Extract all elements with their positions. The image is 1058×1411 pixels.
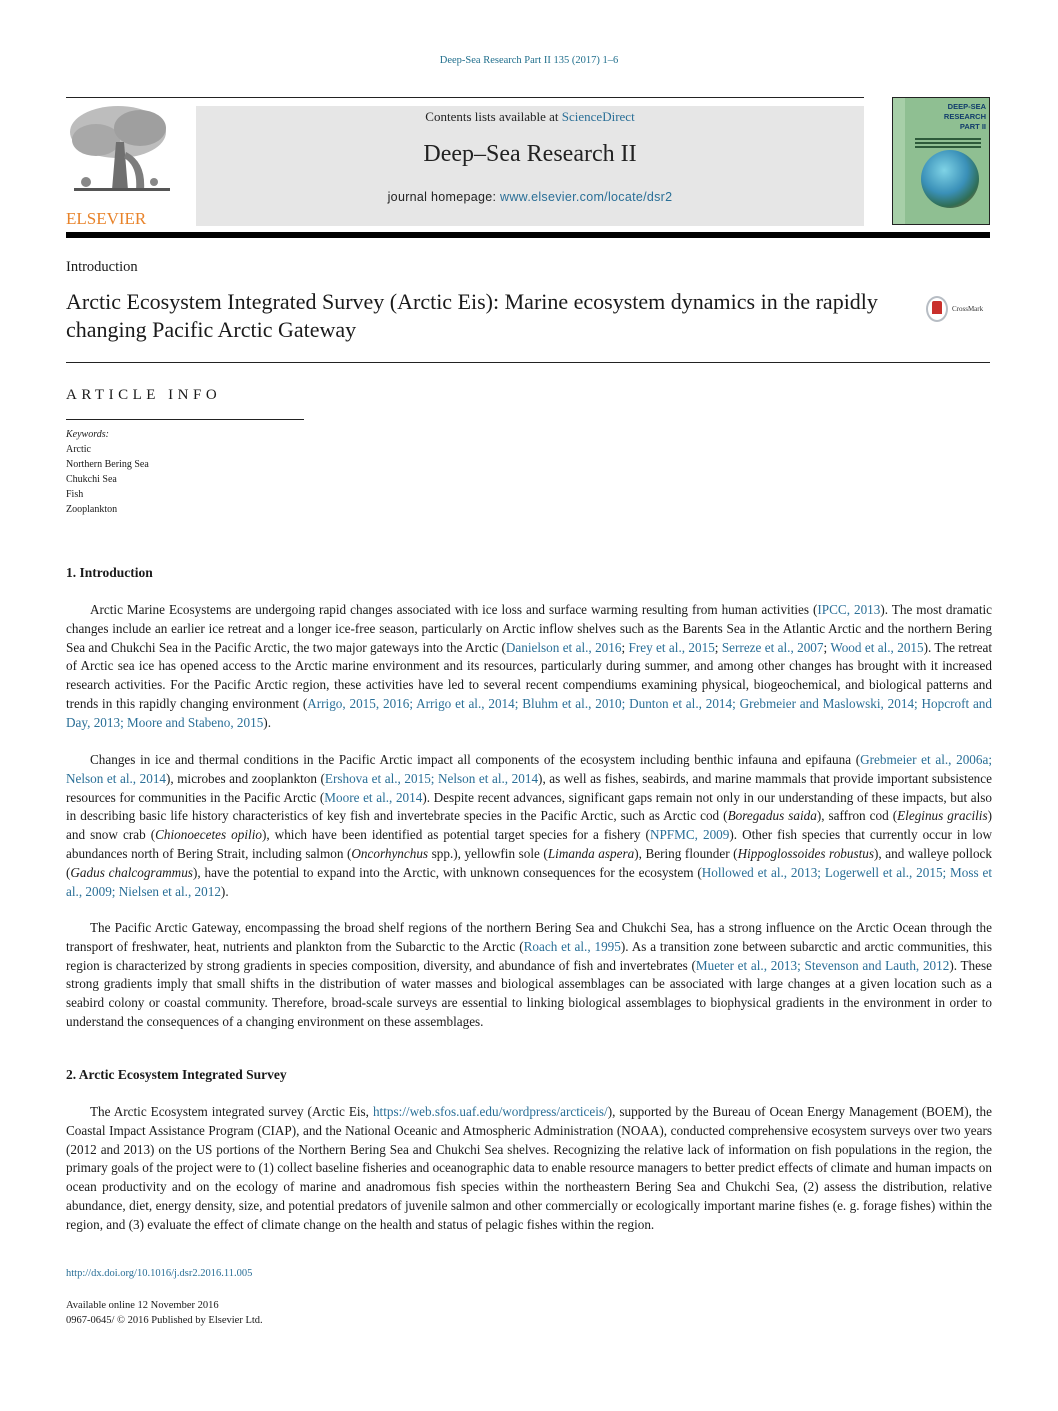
citation-link[interactable]: Grebmeier et al., 2006a; Nelson et al., 2014 [66, 752, 992, 786]
section-heading-introduction: 1. Introduction [66, 565, 153, 580]
article-info-heading: ARTICLE INFO [66, 387, 222, 403]
crossmark-icon [926, 296, 948, 322]
body-text: ). [263, 714, 271, 730]
body-text: ), and walleye pollock ( [66, 845, 992, 880]
species-name: Boregadus saida [727, 808, 817, 824]
body-text: ). These strong gradients imply that small shifts in the distribution of water masses and biological assemblages can be associated with large changes at a given location such as a seabird colony or coastal community. Therefore, broad-scale surveys are essential to linking biological assemblages to biophysical gradients in the environment in order to understand the consequences of a changing environment on these assemblages. [66, 957, 992, 1029]
elsevier-logo[interactable] [66, 102, 176, 228]
doi-link[interactable]: http://dx.doi.org/10.1016/j.dsr2.2016.11.005 [66, 1268, 253, 1279]
paragraph [66, 1103, 992, 1235]
keywords-label: Keywords: [66, 429, 109, 440]
body-text: ). The most dramatic changes include an earlier ice retreat and a longer ice-free season, particularly on Arctic inflow shelves such as the Barents Sea in the Atlantic Arctic and the northern Bering Sea and Chukchi Sea in the Pacific Arctic, the two major gateways into the Arctic ( [66, 602, 993, 655]
cover-side-panel [893, 98, 905, 224]
citation-link[interactable]: IPCC, 2013 [817, 602, 881, 617]
species-name: Eleginus gracilis [897, 808, 988, 824]
species-name: Oncorhynchus [351, 845, 429, 861]
cover-heading [905, 102, 986, 132]
keyword: Fish [66, 489, 84, 500]
species-name: Hippoglossoides robustus [737, 845, 874, 861]
citation-link[interactable]: Serreze et al., 2007 [721, 639, 824, 655]
keywords-list [66, 427, 149, 517]
article-title: Arctic Ecosystem Integrated Survey (Arctic Eis): Marine ecosystem dynamics in the rapidly changing Pacific Arctic Gateway [66, 289, 878, 342]
homepage-line [196, 190, 864, 204]
cover-title-line2: PART II [959, 122, 986, 131]
sciencedirect-link[interactable]: ScienceDirect [561, 109, 635, 124]
top-rule [66, 97, 864, 98]
citation-link[interactable]: Frey et al., 2015 [628, 639, 715, 655]
article-type: Introduction [66, 259, 138, 275]
title-rule [66, 362, 990, 363]
body-text: ). Despite recent advances, significant gaps remain not only in our understanding of these impacts, but also in describing basic life history characteristics of key fish and invertebrate species in the Pacific Arctic, such as Arctic cod ( [66, 789, 992, 824]
citation-link[interactable]: Mueter et al., 2013; Stevenson and Lauth, 2012 [695, 957, 950, 973]
cover-globe-illustration [921, 150, 979, 208]
keyword: Chukchi Sea [66, 474, 117, 485]
contents-prefix: Contents lists available at [425, 109, 562, 124]
homepage-link[interactable]: www.elsevier.com/locate/dsr2 [500, 190, 673, 204]
journal-cover-image[interactable] [892, 97, 990, 225]
body-text: ), have the potential to expand into the Arctic, with unknown consequences for the ecosystem ( [192, 864, 702, 880]
body-text: ), Bering flounder ( [634, 845, 738, 861]
copyright: 0967-0645/ © 2016 Published by Elsevier Ltd. [66, 1315, 263, 1326]
citation-link[interactable]: https://web.sfos.uaf.edu/wordpress/arcticeis/ [372, 1104, 608, 1119]
journal-banner [196, 106, 864, 226]
keyword: Arctic [66, 444, 91, 455]
header-thick-rule [66, 232, 990, 238]
body-text: ; [714, 639, 722, 655]
body-text: spp.), yellowfin sole ( [428, 845, 548, 861]
species-name: Gadus chalcogrammus [70, 864, 193, 880]
citation-link[interactable]: Arrigo, 2015, 2016; Arrigo et al., 2014; Bluhm et al., 2010; Dunton et al., 2014; Grebmeier and Maslowski, 2014; Hopcroft and Day, 2013; Moore and Stabeno, 2015 [66, 695, 992, 730]
elsevier-wordmark: ELSEVIER [66, 209, 147, 228]
paragraph [66, 919, 992, 1032]
body-text: ), which have been identified as potential target species for a fishery ( [261, 827, 650, 843]
citation-link[interactable]: Danielson et al., 2016 [505, 639, 622, 655]
citation-link[interactable]: Wood et al., 2015 [830, 639, 924, 655]
cover-title-line1: DEEP-SEA RESEARCH [943, 102, 986, 121]
cover-text-lines [915, 138, 981, 140]
article-info-rule [66, 419, 304, 420]
keyword: Northern Bering Sea [66, 459, 149, 470]
citation-link[interactable]: Moore et al., 2014 [324, 789, 423, 805]
body-text: ). The retreat of Arctic sea ice has opened access to the Arctic marine environment and its resources, particularly during summer, and among other changes has brought with it increased research activities. For the Pacific Arctic region, these activities have led to several recent compendiums examining physical, biogeochemical, and biological patterns and trends in this rapidly changing environment ( [66, 639, 992, 711]
species-name: Chionoecetes opilio [155, 827, 262, 843]
homepage-prefix: journal homepage: [387, 190, 501, 204]
paragraph [66, 751, 992, 901]
crossmark-label: CrossMark [952, 305, 984, 313]
section-heading-arctic-eis: 2. Arctic Ecosystem Integrated Survey [66, 1067, 287, 1082]
body-text: ). As a transition zone between subarctic and arctic communities, this region is characterized by strong gradients in species composition, diversity, and abundance of fish and invertebrates ( [66, 938, 992, 973]
body-text: ), as well as fishes, seabirds, and marine mammals that provide important subsistence resources for communities in the Pacific Arctic ( [66, 770, 992, 805]
paragraph [66, 601, 992, 733]
body-text: ) and snow crab ( [66, 808, 992, 843]
publication-footer [66, 1298, 263, 1328]
journal-title: Deep–Sea Research II [423, 141, 637, 167]
keyword: Zooplankton [66, 504, 118, 515]
body-text: ), saffron cod ( [816, 808, 898, 824]
elsevier-tree-icon [66, 102, 176, 200]
body-text: ), supported by the Bureau of Ocean Energy Management (BOEM), the Coastal Impact Assistance Program (CIAP), and the National Oceanic and Atmospheric Administration (NOAA), conducted comprehensive ecosystem surveys over two years (2012 and 2013) on the US portions of the Northern Bering Sea and Chukchi Sea shelves. Recognizing the relative lack of information on fish populations in the region, the primary goals of the project were to (1) collect baseline fisheries and oceanographic data to enable resource managers to better predict effects of climate and human impacts on ocean productivity and on the ecology of marine and anadromous fish species within the northeastern Bering Sea and Chukchi Sea, (2) assess the distribution, relative abundance, diet, energy density, size, and potential predators of juvenile salmon and other commercially or ecologically important marine fishes (e. g. forage fishes) within the region, and (3) evaluate the effect of climate change on the health and status of pelagic fishes within the region. [66, 1104, 992, 1232]
body-text: The Pacific Arctic Gateway, encompassing the broad shelf regions of the northern Bering Sea and Chukchi Sea, has a strong influence on the Arctic Ocean through the transport of freshwater, heat, nutrients and plankton from the Subarctic to the Arctic ( [66, 920, 992, 954]
citation-link[interactable]: Roach et al., 1995 [523, 938, 621, 954]
available-online: Available online 12 November 2016 [66, 1300, 219, 1311]
body-text: ). [220, 883, 229, 899]
contents-line [196, 109, 864, 125]
body-text: ), microbes and zooplankton ( [166, 770, 325, 786]
body-text: The Arctic Ecosystem integrated survey (Arctic Eis, [90, 1104, 373, 1119]
species-name: Limanda aspera [547, 845, 635, 861]
body-text: ; [621, 639, 629, 655]
citation-link[interactable]: Ershova et al., 2015; Nelson et al., 2014 [324, 770, 539, 786]
body-text: ; [823, 639, 831, 655]
body-text: Changes in ice and thermal conditions in the Pacific Arctic impact all components of the ecosystem including benthic infauna and epifauna ( [90, 752, 861, 767]
body-text: Arctic Marine Ecosystems are undergoing rapid changes associated with ice loss and surface warming resulting from human activities ( [90, 602, 818, 617]
citation-link[interactable]: Hollowed et al., 2013; Logerwell et al., 2015; Moss et al., 2009; Nielsen et al., 2012 [66, 864, 992, 899]
body-text: ). Other fish species that currently occur in low abundances north of Bering Strait, including salmon ( [66, 827, 992, 861]
journal-reference[interactable]: Deep-Sea Research Part II 135 (2017) 1–6 [439, 55, 619, 66]
citation-link[interactable]: NPFMC, 2009 [649, 827, 730, 843]
crossmark-badge[interactable] [926, 296, 983, 322]
